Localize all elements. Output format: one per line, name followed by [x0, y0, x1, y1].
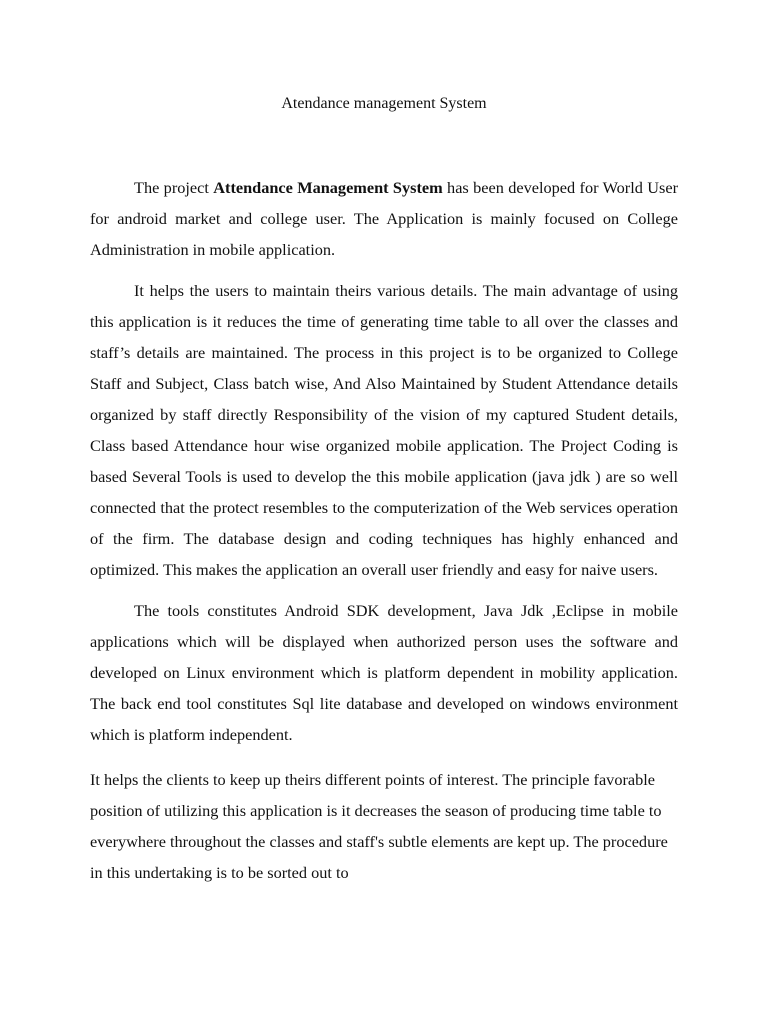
paragraph-advantages: It helps the users to maintain theirs various details. The main advantage of using this application is it reduces the time of generating time table to all over the classes and staff’s details are maintained. The process in this project is to be organized to College Staff and Subject, Class batch wise, And Also Maintained by Student Attendance details organized by staff directly Responsibility of the vision of my captured Student details, Class based Attendance hour wise organized mobile application. The Project Coding is based Several Tools is used to develop the this mobile application (java jdk ) are so well connected that the protect resembles to the computerization of the Web services operation of the firm. The database design and coding techniques has highly enhanced and optimized. This makes the application an overall user friendly and easy for naive users. [90, 281, 678, 579]
paragraph-clients: It helps the clients to keep up theirs different points of interest. The principle favorable position of utilizing this application is it decreases the season of producing time table to everywhere throughout the classes and staff's subtle elements are kept up. The procedure in this undertaking is to be sorted out to [90, 770, 668, 882]
paragraph-intro-rest: has been developed for World User for android market and college user. The Application is mainly focused on College Administration in mobile application. [90, 178, 678, 259]
project-name-bold: Attendance Management System [213, 178, 443, 197]
document-body [90, 172, 678, 898]
document-title: Atendance management System [281, 95, 487, 112]
paragraph-tools: The tools constitutes Android SDK development, Java Jdk ,Eclipse in mobile applications which will be displayed when authorized person uses the software and developed on Linux environment which is platform dependent in mobility application. The back end tool constitutes Sql lite database and developed on windows environment which is platform independent. [90, 601, 678, 744]
paragraph-intro-lead: The project [134, 178, 214, 197]
paragraph-intro [90, 172, 678, 265]
